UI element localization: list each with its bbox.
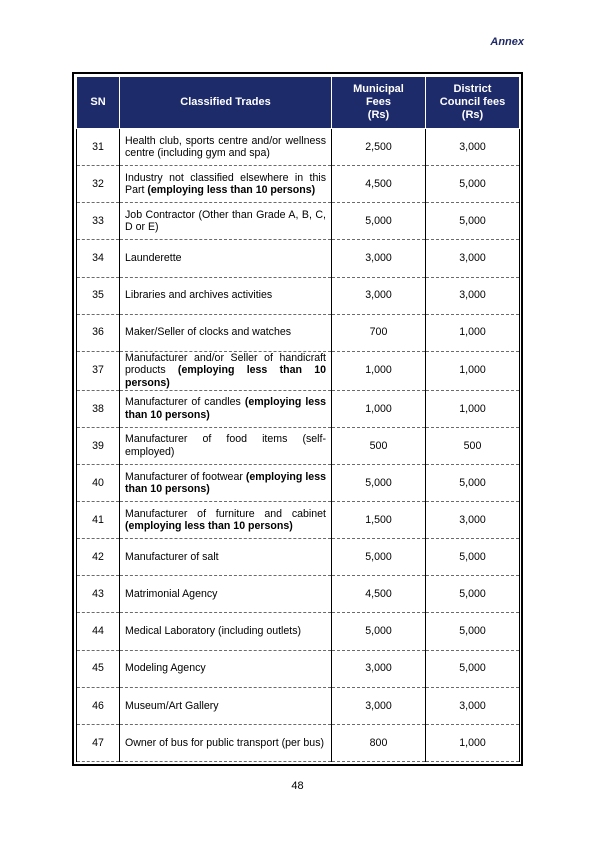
header-district-line-1: District	[453, 83, 492, 95]
trade-text: Owner of bus for public transport (per bus)	[125, 736, 325, 749]
cell-municipal-fee: 1,000	[332, 351, 426, 390]
table-row	[77, 240, 520, 277]
table-row	[77, 129, 520, 166]
trade-text: Maker/Seller of clocks and watches	[125, 326, 292, 339]
header-municipal-line-1: Municipal	[353, 83, 404, 95]
trade-qualifier: (employing less than 10 persons)	[125, 470, 326, 496]
trade-qualifier: (employing less than 10 persons)	[147, 184, 316, 197]
cell-sn: 31	[77, 129, 120, 166]
trade-text: Modeling Agency	[125, 662, 206, 675]
cell-district-fee: 3,000	[426, 240, 520, 277]
table-row	[77, 390, 520, 427]
table-row	[77, 724, 520, 761]
table-row	[77, 650, 520, 687]
cell-municipal-fee: 800	[332, 724, 426, 761]
cell-classified-trade	[120, 613, 332, 650]
trade-text: Manufacturer of food items (self-employed)	[125, 433, 326, 458]
trade-text: Manufacturer and/or Seller of handicraft products	[125, 351, 326, 377]
cell-municipal-fee: 2,500	[332, 129, 426, 166]
cell-district-fee: 5,000	[426, 464, 520, 501]
cell-district-fee: 500	[426, 427, 520, 464]
trade-text: Medical Laboratory (including outlets)	[125, 625, 302, 638]
cell-municipal-fee: 5,000	[332, 613, 426, 650]
cell-classified-trade	[120, 464, 332, 501]
table-row	[77, 613, 520, 650]
cell-district-fee: 5,000	[426, 203, 520, 240]
cell-sn: 40	[77, 464, 120, 501]
trade-text: Industry not classified elsewhere in this Part	[125, 171, 326, 197]
header-classified-trades: Classified Trades	[120, 77, 332, 129]
cell-classified-trade	[120, 390, 332, 427]
table-row	[77, 203, 520, 240]
cell-classified-trade	[120, 650, 332, 687]
cell-district-fee: 5,000	[426, 166, 520, 203]
cell-classified-trade	[120, 427, 332, 464]
cell-classified-trade	[120, 314, 332, 351]
cell-sn: 38	[77, 390, 120, 427]
table-row	[77, 166, 520, 203]
cell-sn: 43	[77, 576, 120, 613]
cell-district-fee: 1,000	[426, 351, 520, 390]
trade-text: Matrimonial Agency	[125, 588, 218, 601]
cell-sn: 45	[77, 650, 120, 687]
trade-text: Museum/Art Gallery	[125, 699, 219, 712]
header-municipal-line-3: (Rs)	[367, 109, 390, 121]
fees-table	[76, 76, 520, 762]
header-district-council-fees	[426, 77, 520, 129]
header-district-line-2: Council fees	[439, 96, 506, 108]
table-row	[77, 687, 520, 724]
cell-sn: 47	[77, 724, 120, 761]
trade-text: Manufacturer of candles	[125, 396, 241, 409]
cell-district-fee: 1,000	[426, 314, 520, 351]
cell-classified-trade	[120, 576, 332, 613]
table-header-row	[77, 77, 520, 129]
cell-classified-trade	[120, 277, 332, 314]
table-row	[77, 351, 520, 390]
cell-sn: 46	[77, 687, 120, 724]
cell-municipal-fee: 1,000	[332, 390, 426, 427]
table-row	[77, 314, 520, 351]
cell-sn: 37	[77, 351, 120, 390]
annex-label: Annex	[490, 36, 524, 48]
cell-municipal-fee: 3,000	[332, 687, 426, 724]
cell-classified-trade	[120, 129, 332, 166]
table-row	[77, 502, 520, 539]
cell-municipal-fee: 4,500	[332, 166, 426, 203]
cell-municipal-fee: 1,500	[332, 502, 426, 539]
trade-text: Health club, sports centre and/or wellness centre (including gym and spa)	[125, 134, 326, 160]
cell-classified-trade	[120, 240, 332, 277]
cell-municipal-fee: 3,000	[332, 277, 426, 314]
table-row	[77, 464, 520, 501]
table-row	[77, 539, 520, 576]
trade-qualifier: (employing less than 10 persons)	[125, 520, 293, 533]
trade-text: Libraries and archives activities	[125, 289, 273, 302]
trade-qualifier: (employing less than 10 persons)	[125, 364, 326, 389]
cell-municipal-fee: 5,000	[332, 203, 426, 240]
cell-sn: 42	[77, 539, 120, 576]
trade-qualifier: (employing less than 10 persons)	[125, 396, 326, 421]
cell-sn: 32	[77, 166, 120, 203]
cell-municipal-fee: 500	[332, 427, 426, 464]
header-sn: SN	[77, 77, 120, 129]
cell-classified-trade	[120, 502, 332, 539]
cell-classified-trade	[120, 724, 332, 761]
trade-text: Manufacturer of salt	[125, 551, 219, 564]
cell-sn: 34	[77, 240, 120, 277]
header-district-line-3: (Rs)	[461, 109, 484, 121]
cell-classified-trade	[120, 203, 332, 240]
table-row	[77, 427, 520, 464]
cell-district-fee: 5,000	[426, 613, 520, 650]
cell-municipal-fee: 3,000	[332, 240, 426, 277]
cell-district-fee: 3,000	[426, 277, 520, 314]
cell-classified-trade	[120, 539, 332, 576]
trade-text: Manufacturer of furniture and cabinet	[125, 507, 326, 520]
table-row	[77, 277, 520, 314]
cell-sn: 36	[77, 314, 120, 351]
cell-municipal-fee: 5,000	[332, 464, 426, 501]
cell-district-fee: 3,000	[426, 687, 520, 724]
header-municipal-line-2: Fees	[365, 96, 392, 108]
trade-text: Job Contractor (Other than Grade A, B, C, D or E)	[125, 208, 326, 234]
cell-district-fee: 5,000	[426, 539, 520, 576]
cell-municipal-fee: 4,500	[332, 576, 426, 613]
fees-table-frame	[72, 72, 523, 766]
cell-sn: 39	[77, 427, 120, 464]
cell-sn: 44	[77, 613, 120, 650]
cell-district-fee: 3,000	[426, 502, 520, 539]
cell-classified-trade	[120, 351, 332, 390]
table-body	[77, 129, 520, 762]
cell-district-fee: 5,000	[426, 650, 520, 687]
table-row	[77, 576, 520, 613]
cell-classified-trade	[120, 687, 332, 724]
cell-district-fee: 1,000	[426, 390, 520, 427]
trade-text: Manufacturer of footwear	[125, 470, 243, 483]
cell-sn: 35	[77, 277, 120, 314]
page-number: 48	[291, 780, 304, 792]
cell-sn: 41	[77, 502, 120, 539]
trade-text: Launderette	[125, 252, 182, 265]
cell-district-fee: 5,000	[426, 576, 520, 613]
cell-municipal-fee: 3,000	[332, 650, 426, 687]
cell-sn: 33	[77, 203, 120, 240]
header-municipal-fees	[332, 77, 426, 129]
cell-classified-trade	[120, 166, 332, 203]
cell-municipal-fee: 700	[332, 314, 426, 351]
cell-municipal-fee: 5,000	[332, 539, 426, 576]
cell-district-fee: 1,000	[426, 724, 520, 761]
cell-district-fee: 3,000	[426, 129, 520, 166]
